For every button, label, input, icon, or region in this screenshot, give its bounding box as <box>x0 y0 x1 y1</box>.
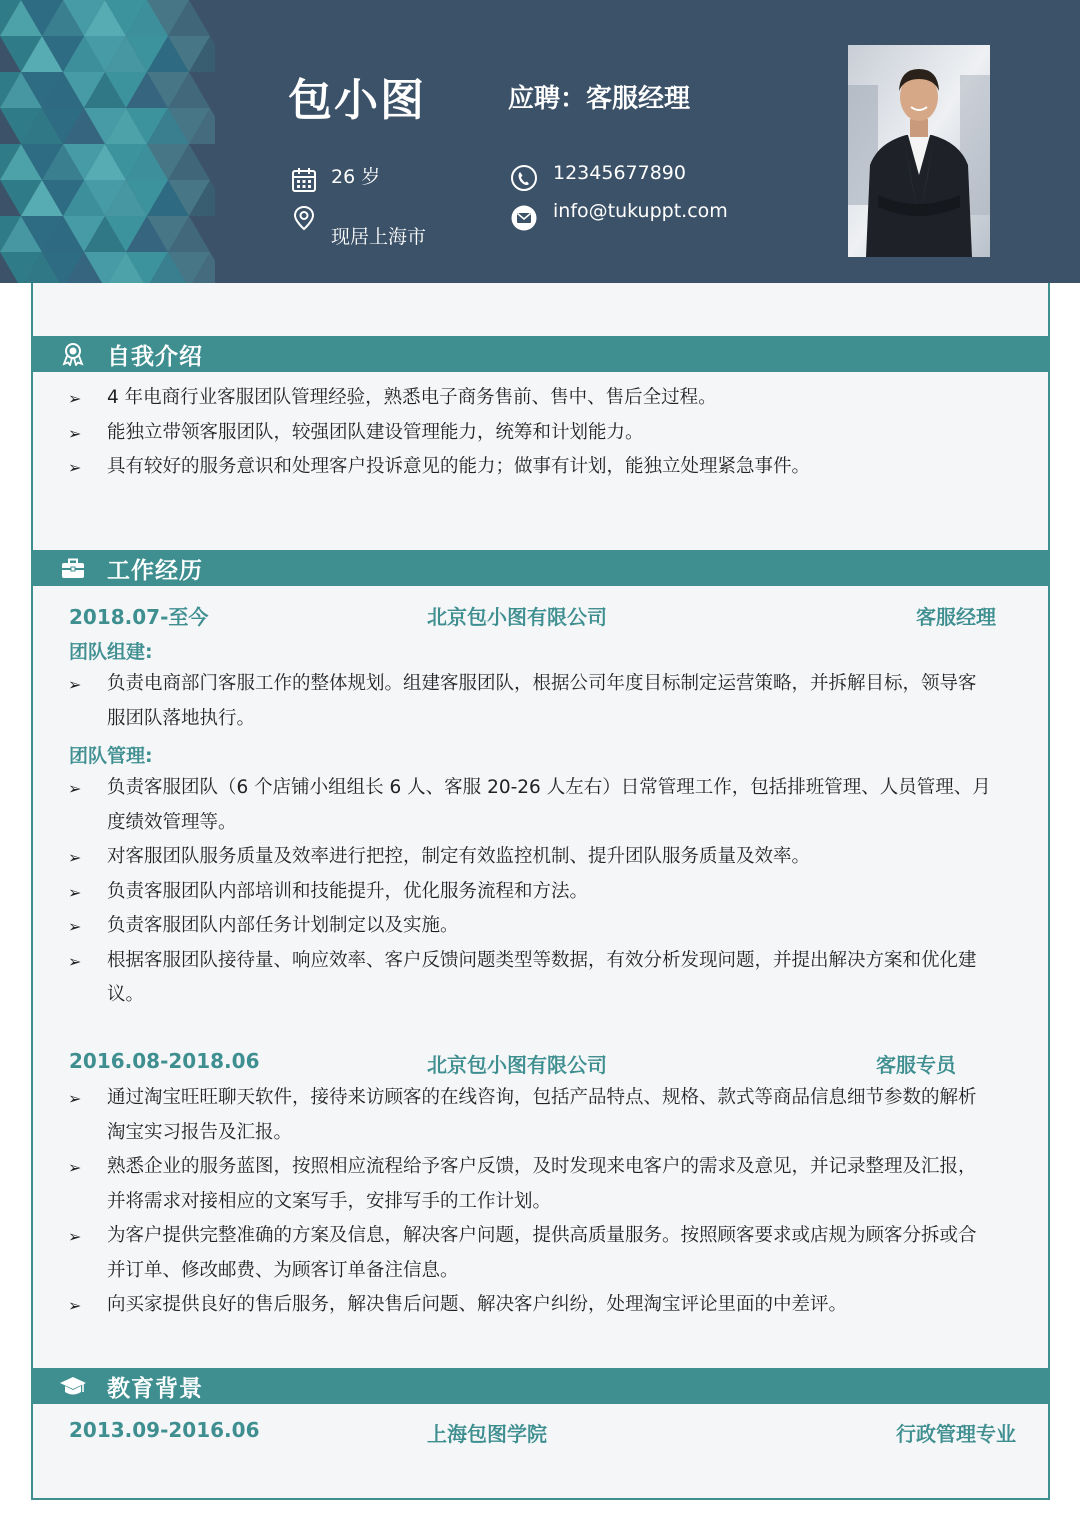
calendar-icon <box>290 166 318 194</box>
job1-subhead-team-management: 团队管理: <box>69 745 153 767</box>
arrow-bullet-icon: ➢ <box>68 917 82 936</box>
location-text: 现居上海市 <box>331 226 427 248</box>
arrow-bullet-icon: ➢ <box>68 848 82 867</box>
section-title-work: 工作经历 <box>107 558 203 584</box>
job1-date: 2018.07-至今 <box>69 605 209 629</box>
section-bar-education <box>31 1368 1050 1404</box>
arrow-bullet-icon: ➢ <box>68 779 82 798</box>
intro-line: 4 年电商行业客服团队管理经验，熟悉电子商务售前、售中、售后全过程。 <box>107 387 717 408</box>
candidate-name: 包小图 <box>288 75 426 126</box>
job1-team-management-line: 根据客服团队接待量、响应效率、客户反馈问题类型等数据，有效分析发现问题，并提出解决方案和优化建 <box>107 949 977 971</box>
graduation-cap-icon <box>59 1374 87 1398</box>
arrow-bullet-icon: ➢ <box>68 951 82 971</box>
intro-line: 能独立带领客服团队，较强团队建设管理能力，统筹和计划能力。 <box>107 421 644 443</box>
job1-subhead-team-building: 团队组建: <box>69 641 153 663</box>
edu-date: 2013.09-2016.06 <box>69 1418 260 1442</box>
job2-date: 2016.08-2018.06 <box>69 1049 260 1073</box>
job1-team-management-line: 度绩效管理等。 <box>107 811 237 833</box>
age-text: 26 岁 <box>331 166 381 188</box>
profile-photo <box>848 45 990 257</box>
edu-major: 行政管理专业 <box>896 1422 1016 1446</box>
arrow-bullet-icon: ➢ <box>68 675 82 694</box>
job1-team-building-line: 负责电商部门客服工作的整体规划。组建客服团队，根据公司年度目标制定运营策略，并拆解目标，领导客 <box>107 673 977 694</box>
arrow-bullet-icon: ➢ <box>68 1227 82 1246</box>
job2-company: 北京包小图有限公司 <box>427 1053 607 1077</box>
resume-header <box>0 0 1080 283</box>
arrow-bullet-icon: ➢ <box>68 458 82 477</box>
arrow-bullet-icon: ➢ <box>68 1089 82 1108</box>
applied-position: 应聘：客服经理 <box>508 84 691 114</box>
job2-line: 为客户提供完整准确的方案及信息，解决客户问题，提供高质量服务。按照顾客要求或店规为顾客分拆或合 <box>107 1225 977 1246</box>
job1-role: 客服经理 <box>916 605 996 629</box>
section-bar-work <box>31 550 1050 586</box>
job1-team-management-line: 负责客服团队内部培训和技能提升，优化服务流程和方法。 <box>107 880 589 902</box>
section-title-education: 教育背景 <box>107 1376 203 1402</box>
job2-role: 客服专员 <box>876 1053 956 1077</box>
job2-line: 通过淘宝旺旺聊天软件，接待来访顾客的在线咨询，包括产品特点、规格、款式等商品信息细节参数的解析 <box>107 1087 977 1108</box>
job1-team-management-line: 负责客服团队（6 个店铺小组组长 6 人、客服 20-26 人左右）日常管理工作，包括排班管理、人员管理、月 <box>107 777 991 798</box>
job1-team-management-line: 议。 <box>107 984 145 1005</box>
phone-text: 12345677890 <box>553 162 686 184</box>
job1-company: 北京包小图有限公司 <box>427 605 607 629</box>
arrow-bullet-icon: ➢ <box>68 423 82 443</box>
section-bar-intro <box>31 336 1050 372</box>
arrow-bullet-icon: ➢ <box>68 389 82 408</box>
intro-line: 具有较好的服务意识和处理客户投诉意见的能力；做事有计划，能独立处理紧急事件。 <box>107 456 811 477</box>
job2-line: 淘宝实习报告及汇报。 <box>107 1121 293 1143</box>
section-title-intro: 自我介绍 <box>107 344 203 370</box>
job1-team-management-line: 对客服团队服务质量及效率进行把控，制定有效监控机制、提升团队服务质量及效率。 <box>107 846 811 867</box>
job2-line: 向买家提供良好的售后服务，解决售后问题、解决客户纠纷，处理淘宝评论里面的中差评。 <box>107 1294 848 1315</box>
arrow-bullet-icon: ➢ <box>68 882 82 902</box>
award-icon <box>59 342 87 366</box>
email-text: info@tukuppt.com <box>553 200 728 222</box>
location-icon <box>290 204 318 232</box>
job2-line: 并订单、修改邮费、为顾客订单备注信息。 <box>107 1259 459 1281</box>
job1-team-management-line: 负责客服团队内部任务计划制定以及实施。 <box>107 915 459 936</box>
job2-line: 并将需求对接相应的文案写手，安排写手的工作计划。 <box>107 1190 552 1212</box>
triangle-pattern-decoration <box>0 0 215 283</box>
arrow-bullet-icon: ➢ <box>68 1296 82 1315</box>
arrow-bullet-icon: ➢ <box>68 1158 82 1177</box>
phone-icon <box>510 164 538 192</box>
job2-line: 熟悉企业的服务蓝图，按照相应流程给予客户反馈，及时发现来电客户的需求及意见，并记录整理及汇报， <box>107 1156 977 1177</box>
briefcase-icon <box>59 556 87 580</box>
job1-team-building-line: 服团队落地执行。 <box>107 707 256 729</box>
email-icon <box>510 204 538 232</box>
edu-school: 上海包图学院 <box>427 1422 547 1446</box>
